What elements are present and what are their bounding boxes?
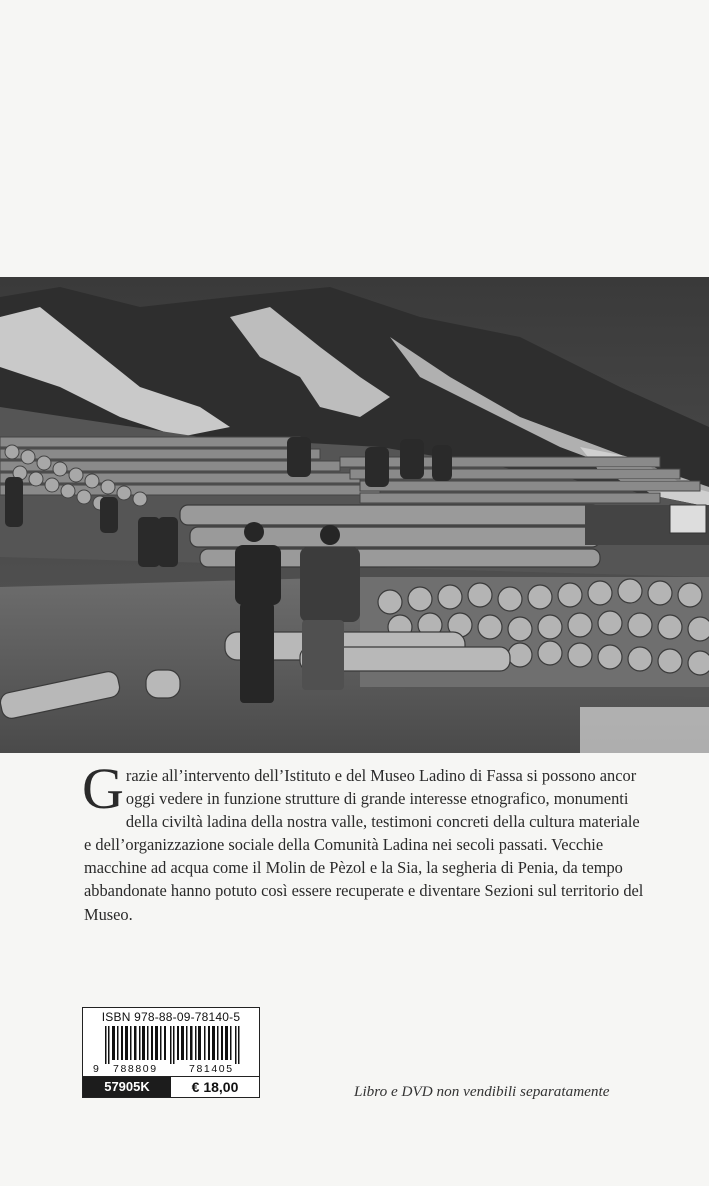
drop-cap: G (82, 756, 124, 821)
price-label: € 18,00 (191, 1079, 239, 1095)
blurb-text: razie all’intervento dell’Istituto e del Museo Ladino di Fassa si possono ancor oggi vedere in funzione strutture di grande interesse etnografico, monumenti della civiltà ladina della nostra valle, testimoni concreti della cultura materiale e dell’organizzazione sociale della Comunità Ladina nei secoli passati. Vecchie macchine ad acqua come il Molin de Pèzol e la Sia, la segheria di Penia, da tempo abbandonate hanno potuto così essere recuperate e diventare Sezioni sul territorio del Museo. (84, 766, 644, 924)
barcode-digits-right: 781405 (189, 1063, 234, 1075)
back-cover-blurb (82, 756, 644, 926)
isbn-number: ISBN 978-88-09-78140-5 (101, 1010, 241, 1024)
isbn-barcode-box (82, 1007, 260, 1098)
cover-photo (0, 277, 709, 753)
price-row (83, 1076, 259, 1097)
product-code: 57905K (83, 1077, 171, 1097)
sale-note: Libro e DVD non vendibili separatamente (354, 1083, 610, 1100)
barcode-digit-first: 9 (93, 1063, 99, 1075)
barcode-digits-left: 788809 (113, 1063, 158, 1075)
barcode-icon (105, 1026, 241, 1064)
sawmill-photo-icon (0, 277, 709, 753)
